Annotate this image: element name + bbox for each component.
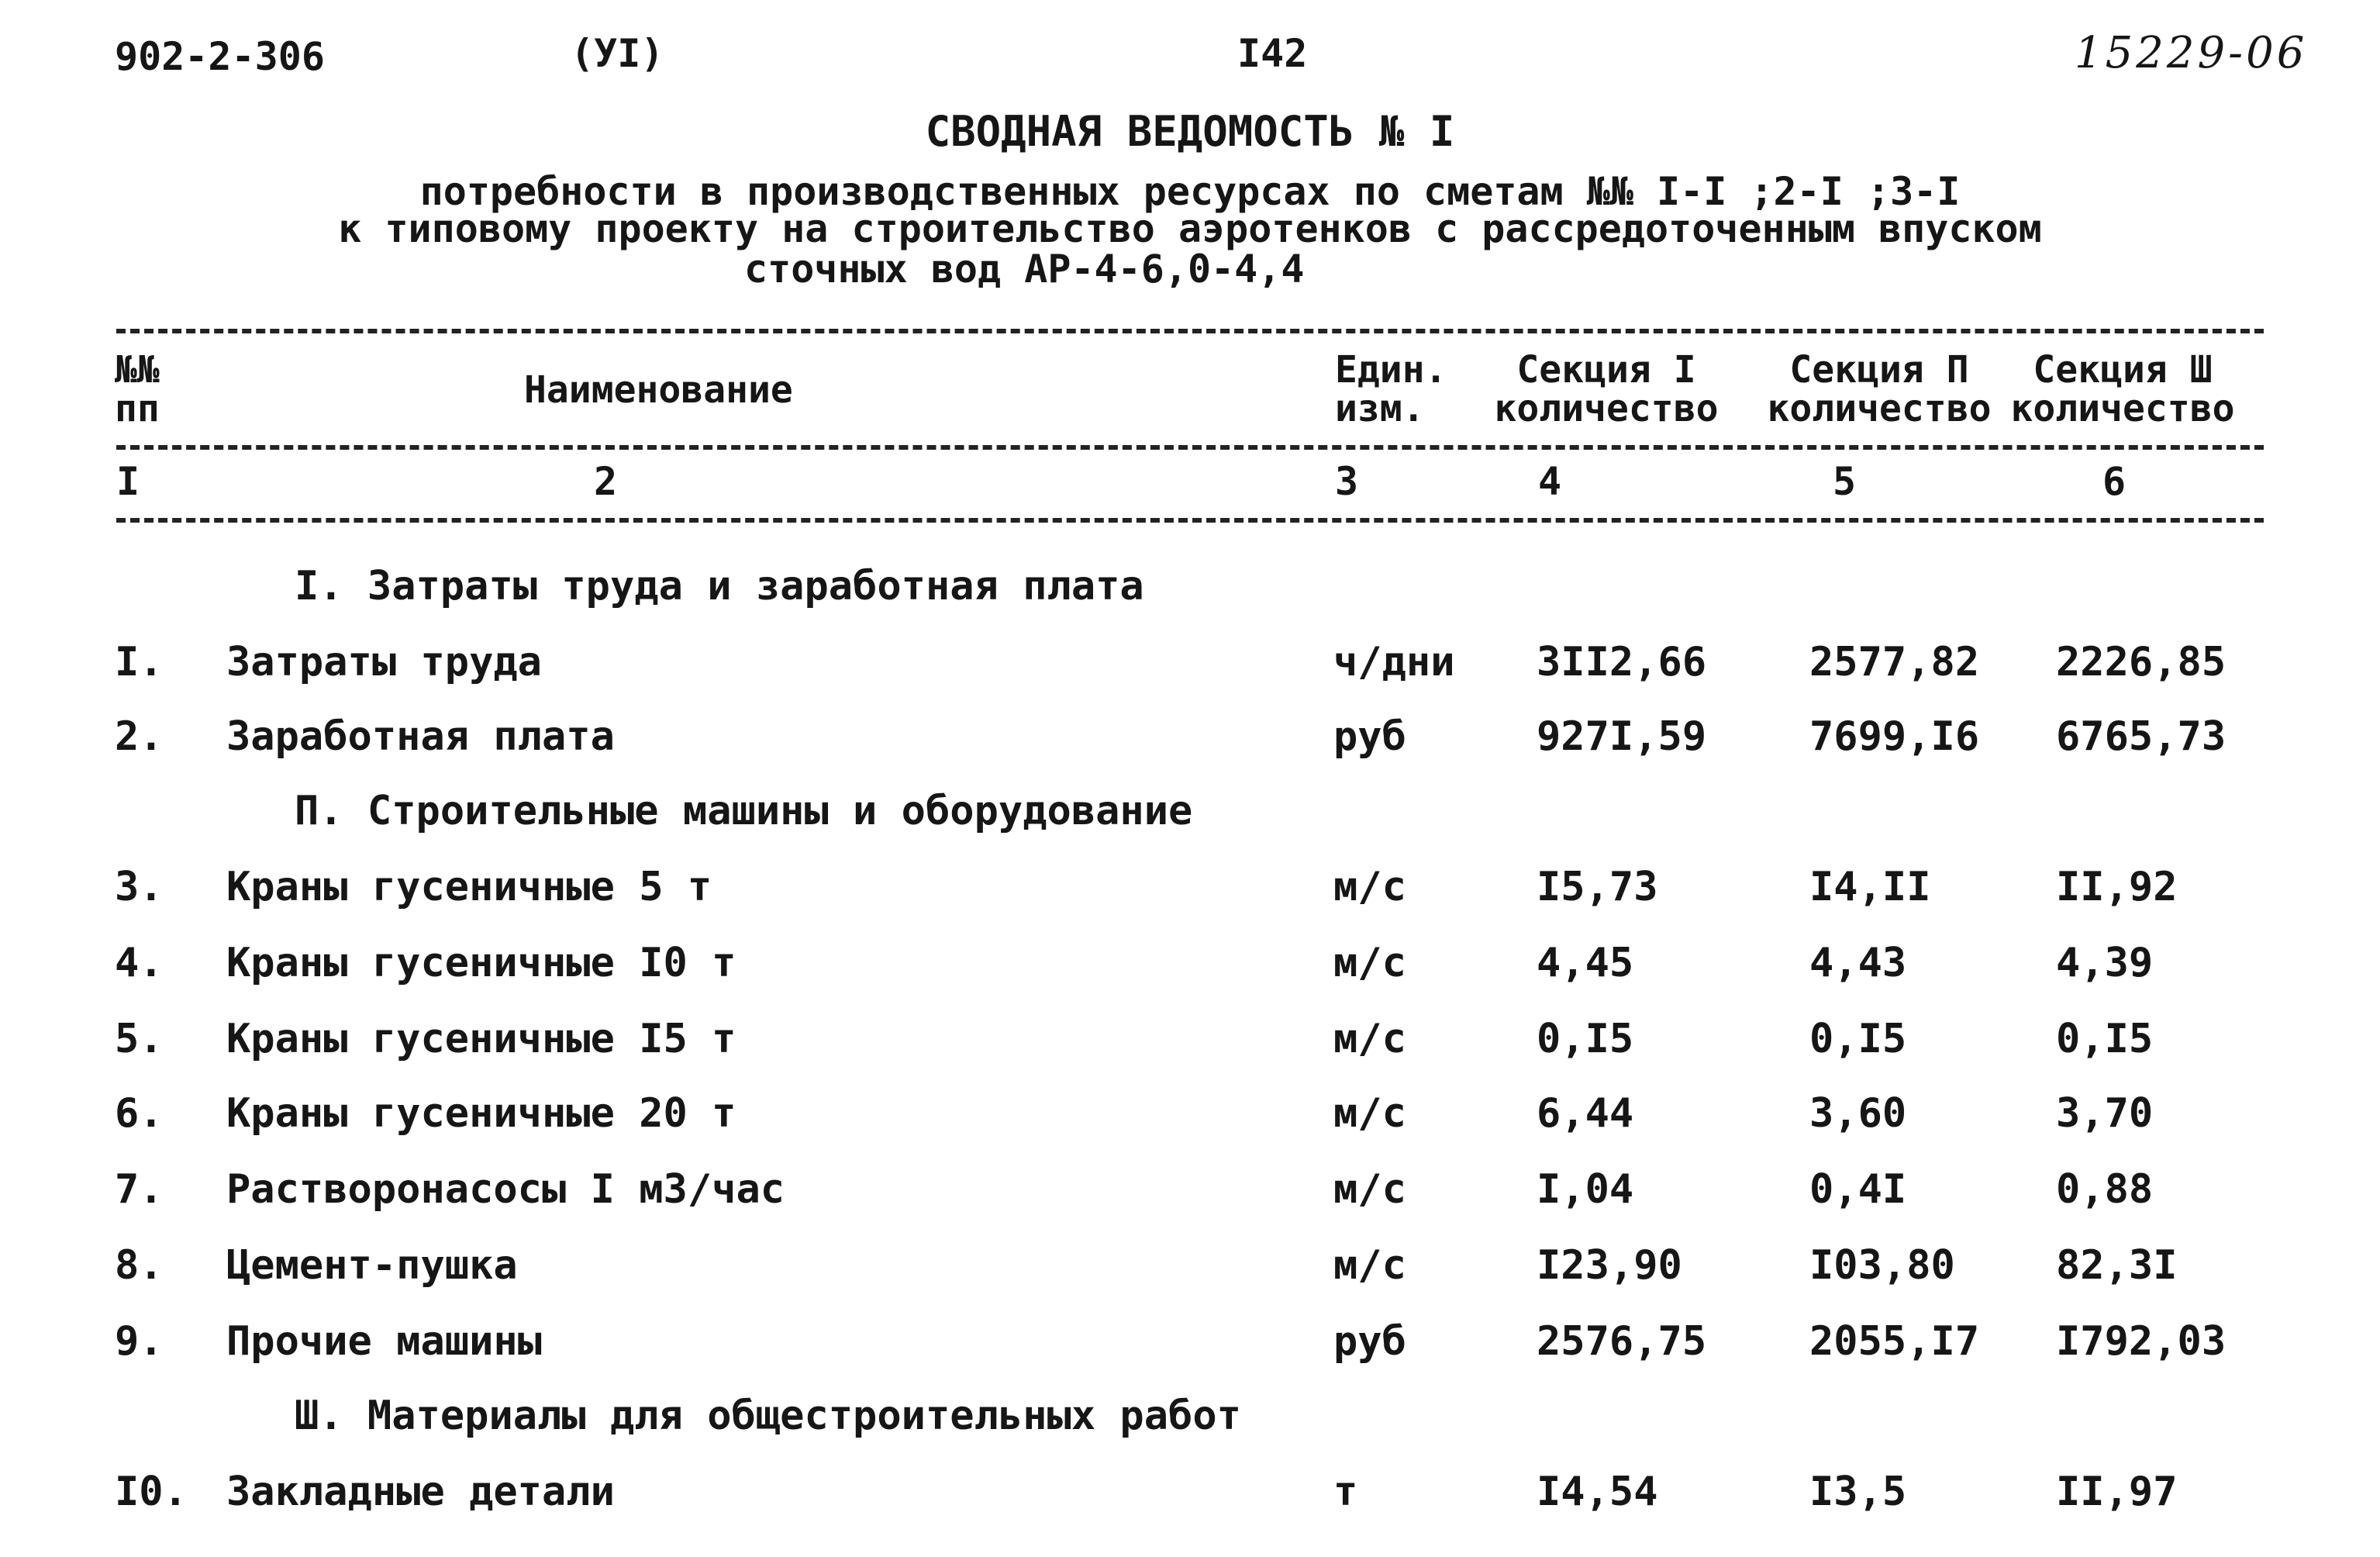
table-row <box>0 1016 2380 1086</box>
table-row <box>0 1469 2380 1538</box>
row-number: 9. <box>115 1318 164 1365</box>
row-unit: м/с <box>1333 864 1406 910</box>
row-section-3-qty: 4,39 <box>2056 940 2154 986</box>
page-number: I42 <box>1237 31 1308 76</box>
column-header-section-1 <box>1492 350 1721 428</box>
row-unit: руб <box>1333 713 1406 760</box>
row-name: Краны гусеничные 5 т <box>226 864 712 910</box>
column-header-section-1-line1: Секция I <box>1516 348 1696 392</box>
row-section-3-qty: 82,3I <box>2056 1242 2178 1289</box>
row-section-1-qty: 2576,75 <box>1537 1318 1707 1365</box>
row-name: Краны гусеничные I0 т <box>226 940 736 986</box>
row-name: Краны гусеничные 20 т <box>226 1090 736 1137</box>
column-header-section-2 <box>1764 350 1994 428</box>
row-section-1-qty: 4,45 <box>1537 940 1634 986</box>
row-section-2-qty: 0,4I <box>1809 1166 1907 1213</box>
row-section-3-qty: 0,I5 <box>2056 1016 2154 1062</box>
column-number-3: 3 <box>1335 459 1359 504</box>
header-bottom-rule <box>116 518 2264 523</box>
document-number: 902-2-306 <box>115 34 325 79</box>
row-section-3-qty: 3,70 <box>2056 1090 2154 1137</box>
row-number: 7. <box>115 1166 164 1213</box>
row-section-3-qty: 2226,85 <box>2056 639 2227 685</box>
table-row <box>0 713 2380 783</box>
row-name: Прочие машины <box>226 1318 542 1365</box>
row-name: Затраты труда <box>226 639 542 685</box>
row-name: Закладные детали <box>226 1469 615 1515</box>
row-number: I. <box>115 639 164 685</box>
subtitle-line-3: сточных вод АР-4-6,0-4,4 <box>744 247 1305 292</box>
column-number-6: 6 <box>2102 459 2126 504</box>
section-heading-2: П. Строительные машины и оборудование <box>295 788 1193 834</box>
page-title: СВОДНАЯ ВЕДОМОСТЬ № I <box>925 107 1455 156</box>
series-code: (УI) <box>571 31 664 76</box>
subtitle-line-1: потребности в производственных ресурсах по сметам №№ I-I ;2-I ;3-I <box>419 169 1961 214</box>
column-header-section-1-line2: количество <box>1494 387 1719 430</box>
row-section-2-qty: 4,43 <box>1809 940 1907 986</box>
table-row <box>0 864 2380 934</box>
column-header-section-2-line1: Секция П <box>1789 348 1969 392</box>
row-number: I0. <box>115 1469 188 1515</box>
row-number: 2. <box>115 713 164 760</box>
row-unit: ч/дни <box>1333 639 1455 685</box>
row-name: Растворонасосы I м3/час <box>226 1166 785 1213</box>
row-section-2-qty: 0,I5 <box>1809 1016 1907 1062</box>
table-top-rule <box>116 329 2264 333</box>
column-header-name: Наименование <box>524 368 793 412</box>
row-number: 6. <box>115 1090 164 1137</box>
table-row <box>0 1090 2380 1160</box>
row-section-2-qty: I03,80 <box>1809 1242 1955 1289</box>
column-number-2: 2 <box>594 459 618 504</box>
column-number-5: 5 <box>1833 459 1857 504</box>
row-section-1-qty: I4,54 <box>1537 1469 1658 1515</box>
row-number: 8. <box>115 1242 164 1289</box>
row-unit: руб <box>1333 1318 1406 1365</box>
row-section-3-qty: II,92 <box>2056 864 2178 910</box>
row-name: Цемент-пушка <box>226 1242 518 1289</box>
row-section-3-qty: 0,88 <box>2056 1166 2154 1213</box>
table-row <box>0 1166 2380 1236</box>
row-unit: м/с <box>1333 1166 1406 1213</box>
row-section-1-qty: 927I,59 <box>1537 713 1707 760</box>
row-name: Краны гусеничные I5 т <box>226 1016 736 1062</box>
column-header-section-3-line1: Секция Ш <box>2033 348 2213 392</box>
row-section-1-qty: I23,90 <box>1537 1242 1682 1289</box>
table-row <box>0 940 2380 1010</box>
column-header-number-line2: пп <box>115 387 160 430</box>
row-unit: т <box>1333 1469 1358 1515</box>
row-section-3-qty: I792,03 <box>2056 1318 2227 1365</box>
column-header-unit <box>1335 350 1447 428</box>
row-section-2-qty: 2577,82 <box>1809 639 1980 685</box>
row-section-3-qty: II,97 <box>2056 1469 2178 1515</box>
row-section-1-qty: I,04 <box>1537 1166 1634 1213</box>
row-section-1-qty: I5,73 <box>1537 864 1658 910</box>
row-number: 3. <box>115 864 164 910</box>
row-section-2-qty: 2055,I7 <box>1809 1318 1980 1365</box>
column-header-unit-line1: Един. <box>1335 348 1447 392</box>
row-section-2-qty: I4,II <box>1809 864 1931 910</box>
row-name: Заработная плата <box>226 713 615 760</box>
row-unit: м/с <box>1333 1016 1406 1062</box>
column-header-section-3-line2: количество <box>2010 387 2235 430</box>
header-mid-rule <box>116 445 2264 450</box>
column-header-number-line1: №№ <box>115 348 160 392</box>
row-section-1-qty: 6,44 <box>1537 1090 1634 1137</box>
row-section-3-qty: 6765,73 <box>2056 713 2227 760</box>
row-section-2-qty: 3,60 <box>1809 1090 1907 1137</box>
row-number: 4. <box>115 940 164 986</box>
column-number-4: 4 <box>1538 459 1562 504</box>
subtitle-line-2: к типовому проекту на строительство аэротенков с рассредоточенным впуском <box>338 206 2042 251</box>
table-row <box>0 639 2380 709</box>
column-header-section-3 <box>2008 350 2237 428</box>
column-header-unit-line2: изм. <box>1335 387 1425 430</box>
row-section-2-qty: 7699,I6 <box>1809 713 1980 760</box>
row-number: 5. <box>115 1016 164 1062</box>
row-unit: м/с <box>1333 1242 1406 1289</box>
row-unit: м/с <box>1333 940 1406 986</box>
column-header-section-2-line2: количество <box>1767 387 1992 430</box>
row-unit: м/с <box>1333 1090 1406 1137</box>
row-section-1-qty: 3II2,66 <box>1537 639 1707 685</box>
section-heading-1: I. Затраты труда и заработная плата <box>295 563 1144 609</box>
handwritten-stamp: 15229-06 <box>2075 28 2308 78</box>
column-number-1: I <box>116 459 140 504</box>
table-row <box>0 1318 2380 1388</box>
column-header-number <box>115 350 160 428</box>
row-section-2-qty: I3,5 <box>1809 1469 1907 1515</box>
section-heading-3: Ш. Материалы для общестроительных работ <box>295 1393 1241 1439</box>
table-row <box>0 1242 2380 1312</box>
row-section-1-qty: 0,I5 <box>1537 1016 1634 1062</box>
